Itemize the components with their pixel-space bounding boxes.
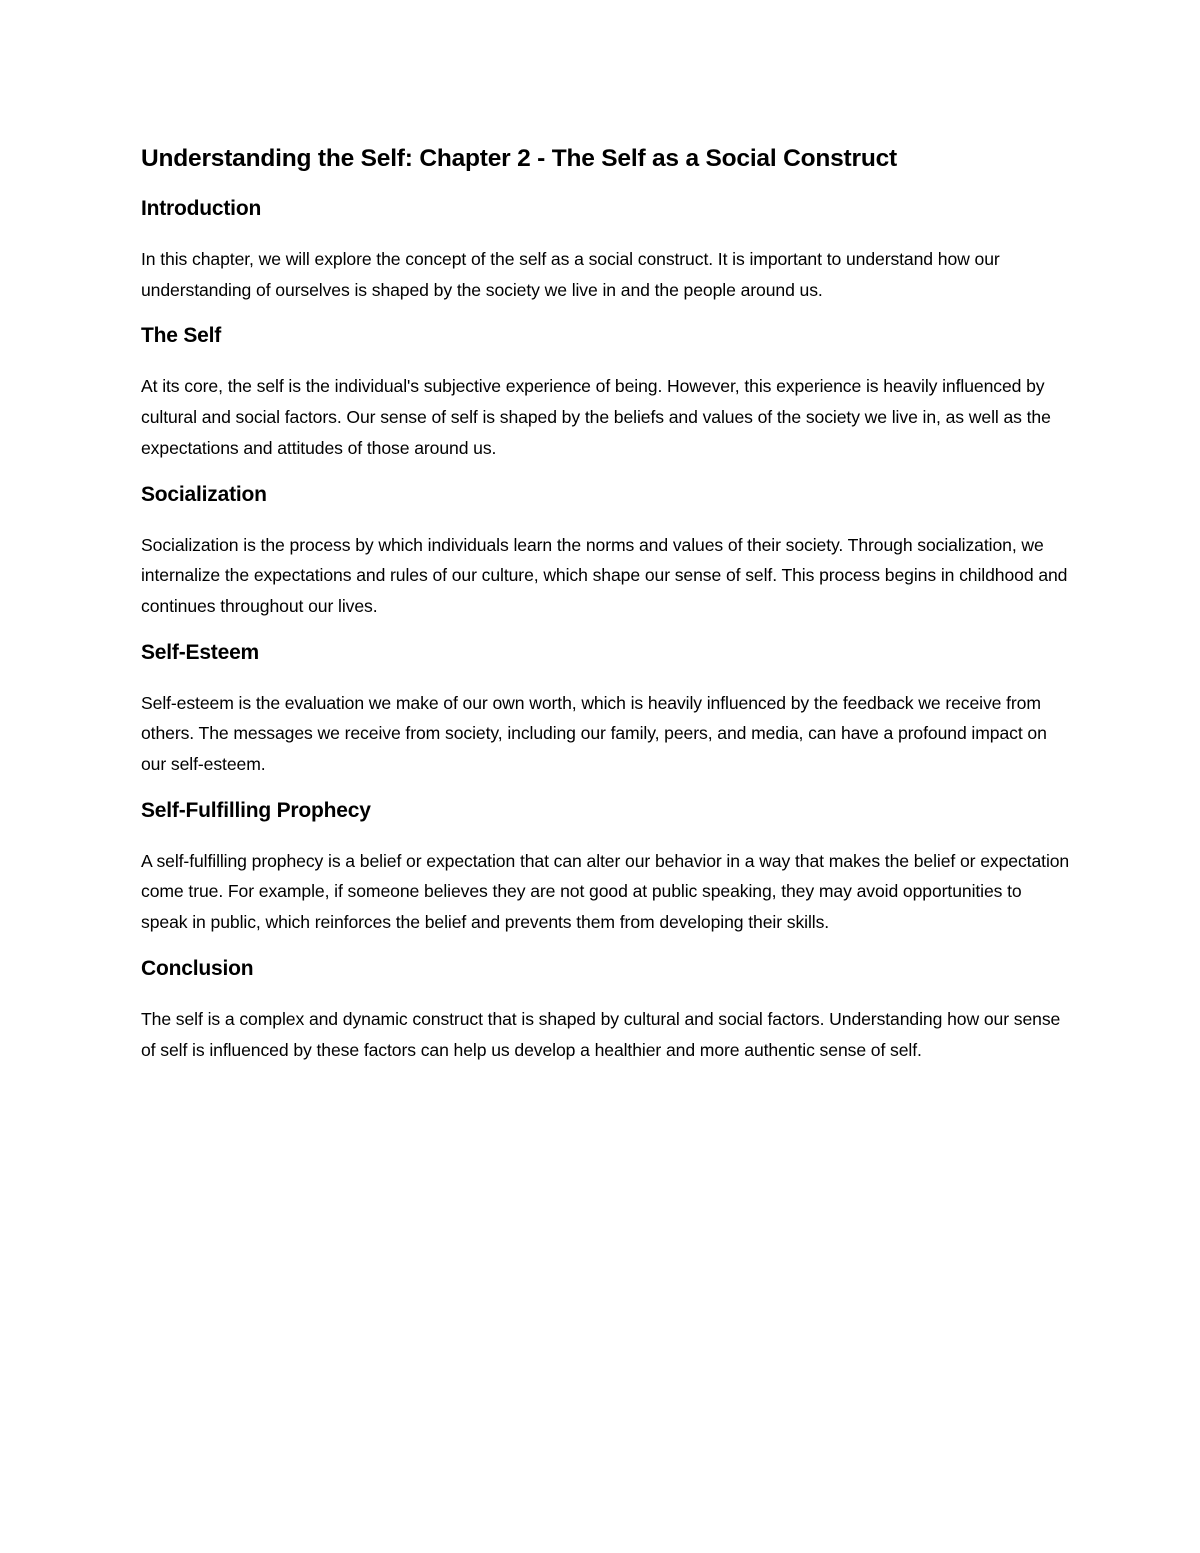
section-body-self-fulfilling-prophecy-wrap — [141, 846, 1071, 938]
section-body-conclusion: The self is a complex and dynamic construct that is shaped by cultural and social factors. Understanding how our sense of self is influenced by these factors can help us develop a healthier and more authentic sense of self. — [141, 1008, 1061, 1060]
document-page — [141, 140, 1071, 1080]
section-self-esteem — [141, 637, 1071, 669]
section-heading-introduction: Introduction — [141, 197, 262, 220]
section-self-fulfilling-prophecy — [141, 795, 1071, 827]
section-heading-the-self: The Self — [141, 324, 222, 348]
title-block — [141, 140, 1071, 178]
section-heading-self-esteem: Self-Esteem — [141, 640, 260, 664]
section-body-self-esteem-wrap — [141, 688, 1071, 780]
section-the-self — [141, 320, 1071, 352]
section-conclusion — [141, 953, 1071, 985]
section-body-the-self: At its core, the self is the individual's subjective experience of being. However, this experience is heavily influenced by cultural and social factors. Our sense of self is shaped by the beliefs and values of the society we live in, as well as the expectations and attitudes of those around us. — [141, 376, 1051, 458]
section-body-self-esteem: Self-esteem is the evaluation we make of our own worth, which is heavily influenced by the feedback we receive from others. The messages we receive from society, including our family, peers, and media, can have a profound impact on our self-esteem. — [141, 692, 1047, 775]
section-body-introduction: In this chapter, we will explore the concept of the self as a social construct. It is important to understand how our understanding of ourselves is shaped by the society we live in and the people around us. — [141, 249, 1000, 300]
section-body-socialization: Socialization is the process by which individuals learn the norms and values of their society. Through socialization, we internalize the expectations and rules of our culture, which shape our sense of self. This process begins in childhood and continues throughout our lives. — [141, 534, 1068, 616]
section-body-socialization-wrap — [141, 530, 1071, 622]
section-heading-conclusion: Conclusion — [141, 956, 254, 980]
section-body-the-self-wrap — [141, 371, 1071, 463]
section-heading-socialization: Socialization — [141, 482, 267, 506]
section-heading-self-fulfilling-prophecy: Self-Fulfilling Prophecy — [141, 798, 371, 822]
section-body-conclusion-wrap — [141, 1004, 1071, 1065]
document-title: Understanding the Self: Chapter 2 - The Self as a Social Construct — [141, 145, 897, 172]
section-socialization — [141, 479, 1071, 511]
section-body-introduction-wrap — [141, 244, 1071, 305]
section-introduction — [141, 193, 1071, 225]
section-body-self-fulfilling-prophecy: A self-fulfilling prophecy is a belief or expectation that can alter our behavior in a way that makes the belief or expectation come true. For example, if someone believes they are not good at public speaking, they may avoid opportunities to speak in public, which reinforces the belief and prevents them from developing their skills. — [141, 850, 1070, 933]
